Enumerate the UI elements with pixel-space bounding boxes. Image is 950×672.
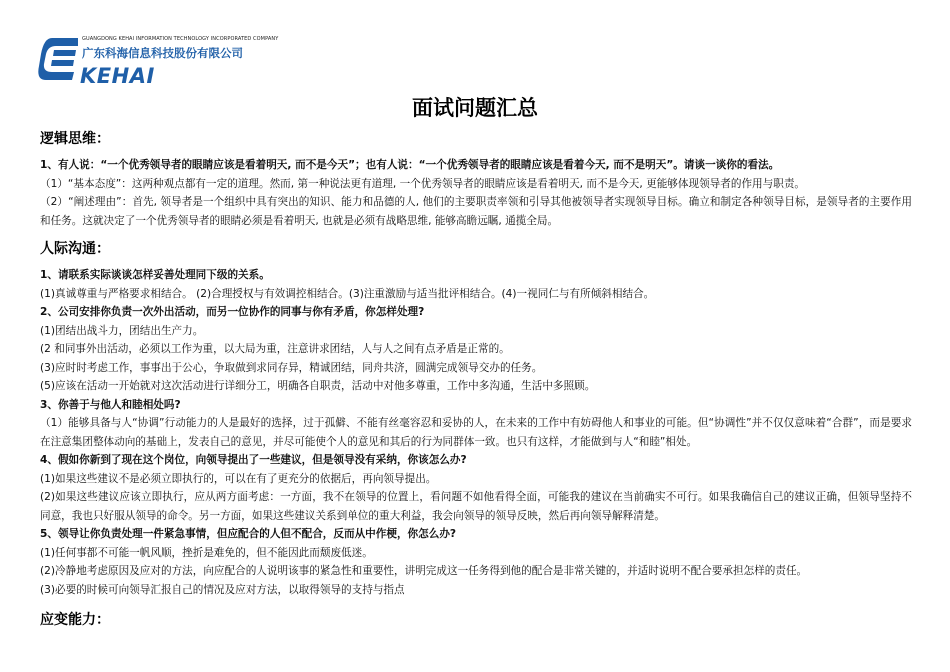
company-logo — [38, 34, 279, 88]
answer-comm-5-1: (1)任何事都不可能一帆风顺，挫折是难免的，但不能因此而颓废低迷。 — [40, 546, 373, 559]
answer-comm-5-2: (2)冷静地考虑原因及应对的方法，向应配合的人说明该事的紧急性和重要性，讲明完成这一任务得到他的配合是非常关键的，并适时说明不配合要承担怎样的责任。 — [40, 565, 808, 577]
answer-logic-1: （1）“基本态度”：这两种观点都有一定的道理。然而, 第一种说法更有道理, 一个优秀领导者的眼睛应该是看着明天, 而不是今天, 更能够体现领导者的作用与职责。 — [40, 177, 806, 190]
question-comm-4: 4、假如你新到了现在这个岗位，向领导提出了一些建议，但是领导没有采纳，你该怎么办? — [40, 454, 467, 466]
section-heading-communication: 人际沟通： — [40, 241, 110, 257]
answer-logic-2: （2）“阐述理由”：首先, 领导者是一个组织中具有突出的知识、能力和品德的人, 他们的主要职责率领和引导其他被领导者实现领导目标。确立和制定各种领导目标，是领导者的主要作用和任务。这就决定了一个优秀领导者的眼睛必须是看着明天, 也就是必须有战略思维, 能够高瞻远瞩, 通揽全局。 — [40, 196, 912, 227]
answer-comm-1-1: (1)真诚尊重与严格要求相结合。 (2)合理授权与有效调控相结合。(3)注重激励与适当批评相结合。(4)一视同仁与有所倾斜相结合。 — [40, 287, 655, 300]
section-heading-adaptability: 应变能力： — [40, 612, 110, 628]
answer-comm-2-3: (3)应时时考虑工作，事事出于公心，争取做到求同存异，精诚团结，同舟共济，圆满完成领导交办的任务。 — [40, 361, 543, 374]
answer-comm-4-1: (1)如果这些建议不是必须立即执行的，可以在有了更充分的依据后，再向领导提出。 — [40, 472, 437, 485]
question-comm-2: 2、公司安排你负责一次外出活动，而另一位协作的同事与你有矛盾，你怎样处理? — [40, 306, 425, 318]
question-logic-1: 1、有人说：“一个优秀领导者的眼睛应该是看着明天, 而不是今天”；也有人说：“一个优秀领导者的眼睛应该是看着今天, 而不是明天”。请谈一谈你的看法。 — [40, 159, 780, 171]
section-heading-logic: 逻辑思维： — [40, 131, 110, 147]
document-body — [40, 128, 912, 631]
question-comm-1: 1、请联系实际谈谈怎样妥善处理同下级的关系。 — [40, 269, 270, 281]
company-name-cn: 广东科海信息科技股份有限公司 — [82, 46, 243, 60]
page-title: 面试问题汇总 — [412, 96, 538, 120]
company-name-en: GUANGDONG KEHAI INFORMATION TECHNOLOGY INCORPORATED COMPANY — [82, 36, 279, 42]
answer-comm-3-1: （1）能够具备与人“协调”行动能力的人是最好的选择，过于孤僻、不能有丝毫容忍和妥协的人，在未来的工作中有妨碍他人和事业的可能。但“协调性”并不仅仅意味着“合群”，而是要求在注意集团整体动向的基础上，发表自己的意见，并尽可能使个人的意见和其后的行为同群体一致。也只有这样，才能做到与人“和睦”相处。 — [40, 417, 912, 448]
company-logo-text: KEHAI — [80, 64, 155, 88]
question-comm-3: 3、你善于与他人和睦相处吗? — [40, 398, 181, 411]
answer-comm-5-3: (3)必要的时候可向领导汇报自己的情况及应对方法，以取得领导的支持与指点 — [40, 583, 405, 596]
answer-comm-2-4: (5)应该在活动一开始就对这次活动进行详细分工，明确各自职责，活动中对他多尊重，工作中多沟通，生活中多照顾。 — [40, 380, 596, 392]
answer-comm-4-2: (2)如果这些建议应该立即执行，应从两方面考虑：一方面，我不在领导的位置上，看问题不如他看得全面，可能我的建议在当前确实不可行。如果我确信自己的建议正确，但领导坚持不同意，我也只好服从领导的命令。另一方面，如果这些建议关系到单位的重大利益，我会向领导的领导反映，然后再向领导解释清楚。 — [40, 491, 912, 522]
answer-comm-2-1: (1)团结出战斗力，团结出生产力。 — [40, 324, 204, 337]
kehai-logo-icon — [38, 36, 78, 82]
question-comm-5: 5、领导让你负责处理一件紧急事情，但应配合的人但不配合，反而从中作梗，你怎么办? — [40, 528, 457, 540]
answer-comm-2-2: (2 和同事外出活动，必须以工作为重，以大局为重，注意讲求团结，人与人之间有点矛盾是正常的。 — [40, 343, 510, 355]
